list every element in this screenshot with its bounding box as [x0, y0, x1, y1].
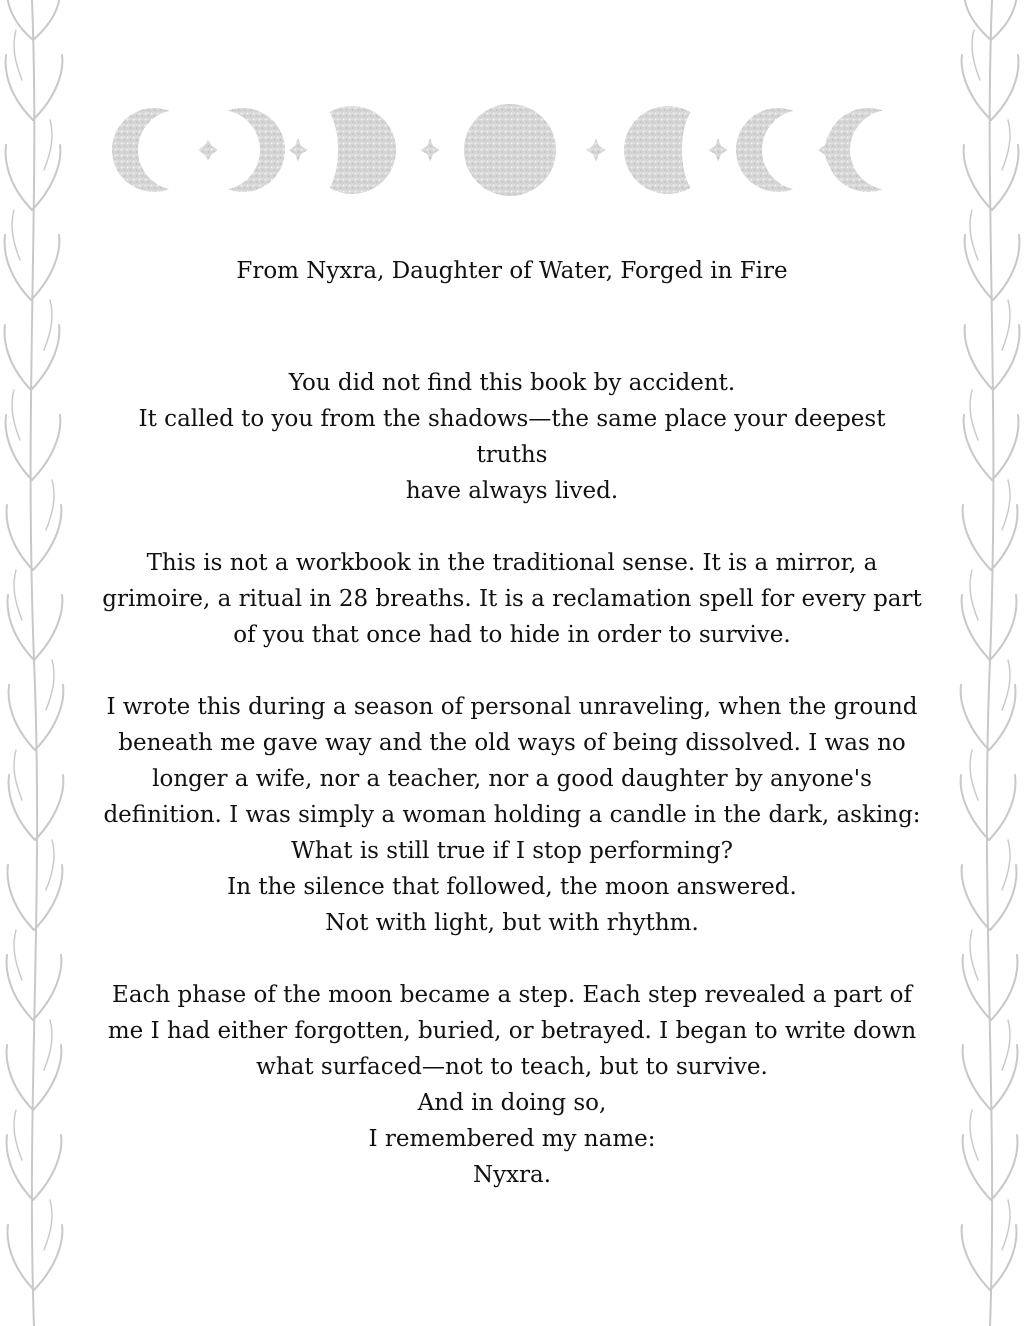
- text-line: of you that once had to hide in order to survive.: [233, 622, 791, 648]
- text-line: I remembered my name:: [368, 1126, 656, 1152]
- text-line: And in doing so,: [417, 1090, 607, 1116]
- letter-title: From Nyxra, Daughter of Water, Forged in Fire: [236, 258, 788, 284]
- paragraph-1: [100, 365, 924, 509]
- text-line: longer a wife, nor a teacher, nor a good daughter by anyone's: [152, 766, 872, 792]
- text-line: Each phase of the moon became a step. Each step revealed a part of: [112, 982, 912, 1008]
- paragraph-4: [100, 977, 924, 1193]
- moon-phases-banner: [108, 100, 916, 200]
- text-line: grimoire, a ritual in 28 breaths. It is a reclamation spell for every part: [102, 586, 922, 612]
- letter-content: [100, 255, 924, 1193]
- text-line: me I had either forgotten, buried, or betrayed. I began to write down: [107, 1018, 917, 1044]
- text-line: beneath me gave way and the old ways of being dissolved. I was no: [118, 730, 906, 756]
- paragraph-2: [100, 545, 924, 653]
- text-line: Not with light, but with rhythm.: [325, 910, 699, 936]
- text-line: what surfaced—not to teach, but to survive.: [256, 1054, 768, 1080]
- text-line: definition. I was simply a woman holding a candle in the dark, asking:: [103, 802, 921, 828]
- text-line: It called to you from the shadows—the same place your deepest truths: [138, 406, 886, 468]
- text-line: I wrote this during a season of personal unraveling, when the ground: [106, 694, 918, 720]
- text-line: have always lived.: [405, 478, 619, 504]
- text-line: What is still true if I stop performing?: [291, 838, 733, 864]
- left-vine-border: [0, 0, 70, 1326]
- text-line: This is not a workbook in the traditional sense. It is a mirror, a: [146, 550, 878, 576]
- paragraph-3: [100, 689, 924, 941]
- waxing-crescent-moon-icon: [108, 100, 916, 200]
- text-line: You did not find this book by accident.: [288, 370, 736, 396]
- right-vine-border: [954, 0, 1024, 1326]
- signature-name: Nyxra.: [472, 1162, 552, 1188]
- text-line: In the silence that followed, the moon answered.: [227, 874, 797, 900]
